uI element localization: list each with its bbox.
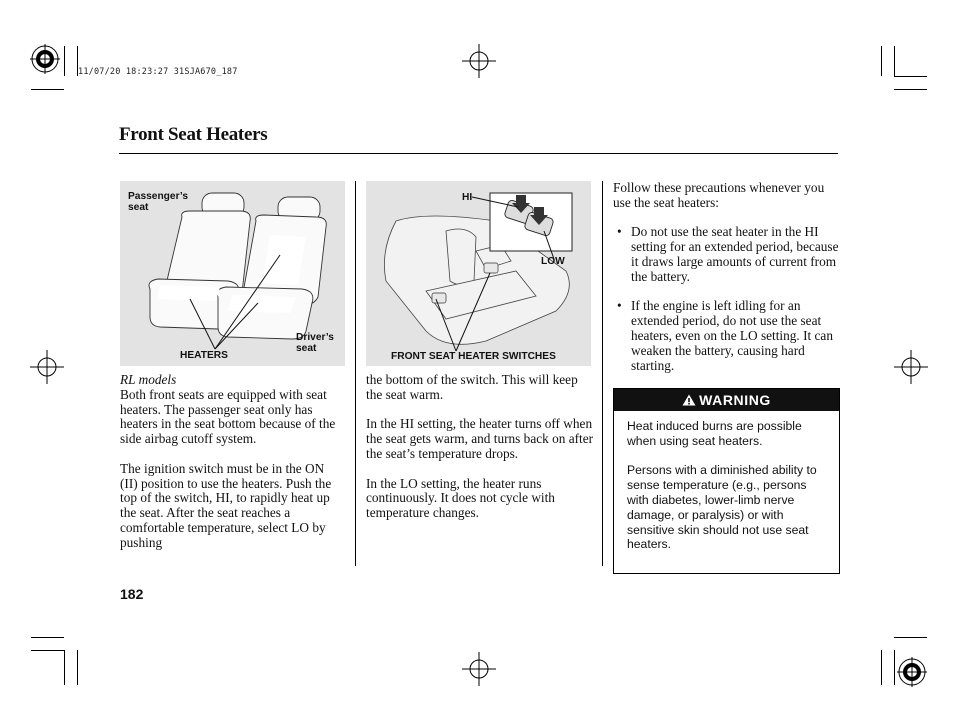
label-passenger-seat: Passenger’s seat	[128, 191, 189, 213]
warning-text: Heat induced burns are possible when using seat heaters.	[627, 419, 802, 448]
intro-paragraph: Follow these precautions whenever you use the seat heaters:	[613, 180, 825, 210]
bullet-item	[613, 225, 839, 284]
paragraph: the bottom of the switch. This will keep the seat warm.	[366, 372, 578, 402]
registration-target-icon	[28, 42, 62, 76]
switch-figure	[366, 181, 591, 366]
bullet-icon: •	[617, 298, 622, 314]
label-low: LOW	[541, 256, 565, 267]
bullet-text: Do not use the seat heater in the HI setting for an extended period, because it draws large amounts of current from the battery.	[631, 224, 839, 284]
label-hi: HI	[462, 192, 473, 203]
console-illustration	[366, 181, 591, 366]
warning-text: Persons with a diminished ability to sense temperature (e.g., persons with diabetes, lower-limb nerve damage, or paralysis) or with sensitive skin should not use seat heaters.	[627, 463, 817, 552]
column-divider	[602, 181, 603, 566]
label-front-seat-heater-switches: FRONT SEAT HEATER SWITCHES	[391, 351, 556, 362]
warning-box	[613, 388, 840, 574]
title-rule	[119, 153, 838, 154]
crosshair-icon	[30, 350, 64, 384]
warning-triangle-icon	[682, 394, 696, 406]
print-stamp: 11/07/20 18:23:27 31SJA670_187	[78, 67, 238, 77]
label-heaters: HEATERS	[180, 350, 228, 361]
registration-target-icon	[895, 655, 929, 689]
label-driver-seat: Driver’s seat	[296, 332, 334, 354]
column-1	[120, 373, 345, 565]
bullet-text: If the engine is left idling for an extended period, do not use the seat heaters, even on the LO setting. It can weaken the battery, causing hard starting.	[631, 298, 833, 373]
warning-header	[614, 389, 839, 411]
crosshair-icon	[894, 350, 928, 384]
crosshair-icon	[462, 44, 496, 78]
paragraph: Both front seats are equipped with seat heaters. The passenger seat only has heaters in the seat bottom because of the side airbag cutoff system.	[120, 386, 336, 447]
column-divider	[355, 181, 356, 566]
model-note: RL models	[120, 372, 177, 387]
column-3	[613, 181, 839, 388]
warning-label: WARNING	[699, 392, 771, 408]
paragraph: The ignition switch must be in the ON (II) position to use the heaters. Push the top of the switch, HI, to rapidly heat up the seat. After the seat reaches a comfortable temperature, select LO by pushing	[120, 460, 332, 550]
page-title: Front Seat Heaters	[119, 124, 268, 145]
bullet-item	[613, 299, 839, 373]
page-number: 182	[120, 586, 144, 602]
paragraph: In the HI setting, the heater turns off when the seat gets warm, and turns back on after the seat’s temperature drops.	[366, 416, 594, 461]
bullet-icon: •	[617, 224, 622, 240]
seat-figure	[120, 181, 345, 366]
column-2	[366, 373, 594, 536]
paragraph: In the LO setting, the heater runs continuously. It does not cycle with temperature changes.	[366, 475, 555, 521]
crosshair-icon	[462, 652, 496, 686]
